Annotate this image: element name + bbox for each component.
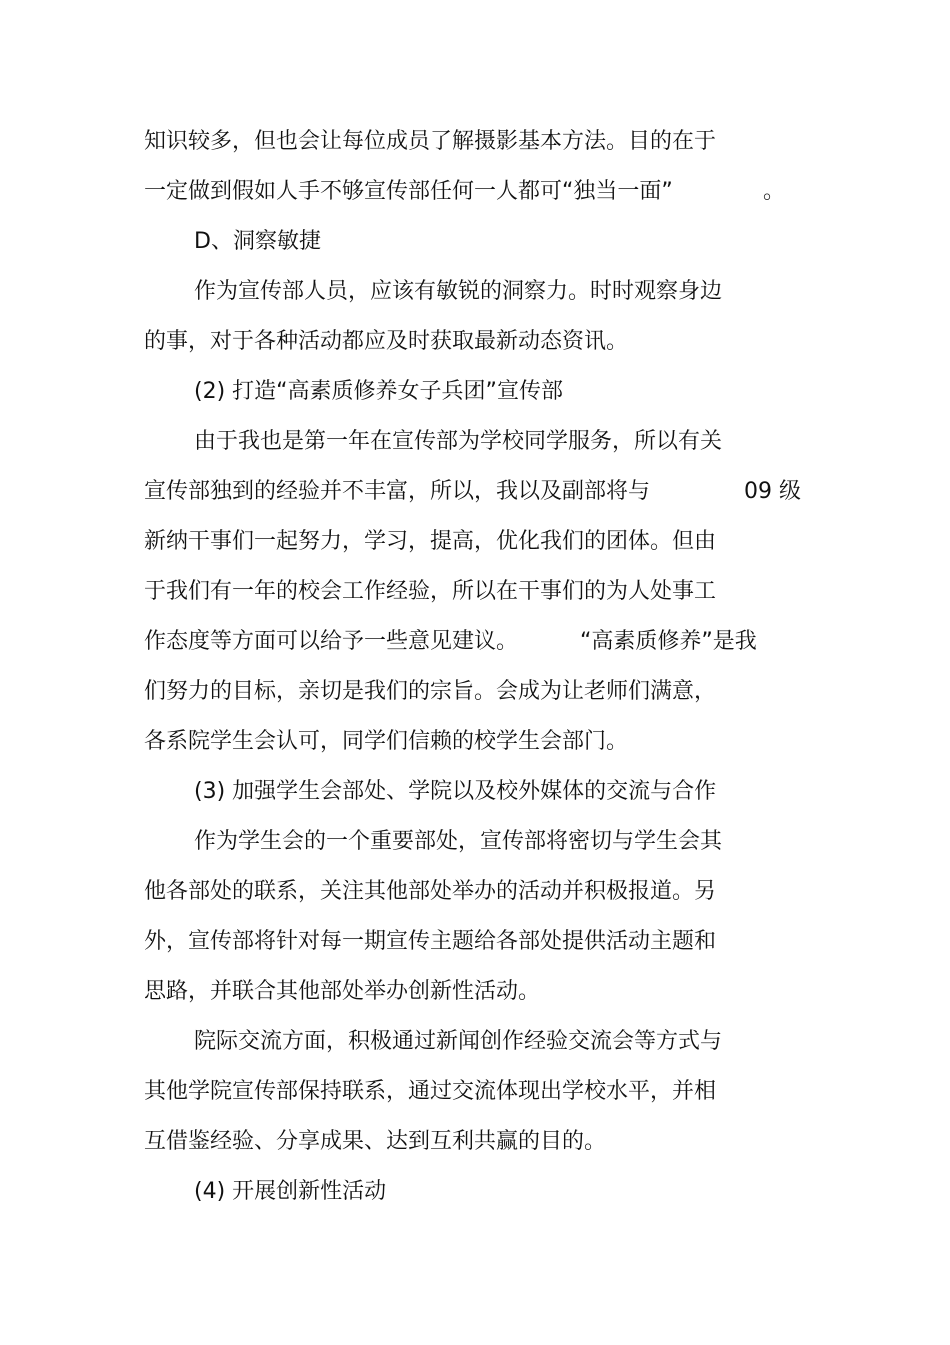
text-line	[0, 575, 950, 609]
text-segment: 们努力的目标，亲切是我们的宗旨。会成为让老师们满意，	[144, 679, 717, 704]
text-line	[0, 825, 950, 859]
text-segment: 各系院学生会认可，同学们信赖的校学生会部门。	[144, 729, 629, 754]
text-segment: 作态度等方面可以给予一些意见建议。	[144, 629, 519, 654]
text-line	[0, 425, 950, 459]
text-line	[0, 475, 950, 509]
text-line	[0, 125, 950, 159]
text-line	[0, 1175, 950, 1209]
text-line	[0, 525, 950, 559]
text-segment: 外，宣传部将针对每一期宣传主题给各部处提供活动主题和	[144, 929, 717, 954]
text-segment: 一定做到假如人手不够宣传部任何一人都可“独当一面”	[144, 179, 673, 204]
text-line	[0, 725, 950, 759]
text-line	[0, 175, 950, 209]
text-segment: 他各部处的联系，关注其他部处举办的活动并积极报道。另	[144, 879, 717, 904]
text-line	[0, 1125, 950, 1159]
text-segment: 院际交流方面，积极通过新闻创作经验交流会等方式与	[194, 1029, 723, 1054]
text-line	[0, 775, 950, 809]
text-line	[0, 875, 950, 909]
text-line	[0, 325, 950, 359]
text-segment: 作为学生会的一个重要部处，宣传部将密切与学生会其	[194, 829, 723, 854]
text-segment: 知识较多，但也会让每位成员了解摄影基本方法。目的在于	[144, 129, 717, 154]
text-segment: 思路，并联合其他部处举办创新性活动。	[144, 979, 541, 1004]
text-segment: 新纳干事们一起努力，学习，提高，优化我们的团体。但由	[144, 529, 717, 554]
text-segment: 其他学院宣传部保持联系，通过交流体现出学校水平，并相	[144, 1079, 717, 1104]
text-segment: 09 级	[744, 479, 801, 504]
text-line	[0, 1025, 950, 1059]
text-segment: 。	[763, 179, 786, 204]
text-line	[0, 225, 950, 259]
text-line	[0, 625, 950, 659]
text-line	[0, 1075, 950, 1109]
text-line	[0, 275, 950, 309]
text-segment: 于我们有一年的校会工作经验，所以在干事们的为人处事工	[144, 579, 717, 604]
text-segment: 的事，对于各种活动都应及时获取最新动态资讯。	[144, 329, 629, 354]
text-line	[0, 925, 950, 959]
text-segment: 作为宣传部人员，应该有敏锐的洞察力。时时观察身边	[194, 279, 723, 304]
text-segment: 由于我也是第一年在宣传部为学校同学服务，所以有关	[194, 429, 723, 454]
text-line	[0, 675, 950, 709]
text-segment: 宣传部独到的经验并不丰富，所以，我以及副部将与	[144, 479, 651, 504]
text-segment: (4) 开展创新性活动	[194, 1179, 387, 1204]
text-segment: “高素质修养”是我	[580, 629, 757, 654]
text-segment: D、洞察敏捷	[194, 229, 321, 254]
text-segment: (2) 打造“高素质修养女子兵团”宣传部	[194, 379, 563, 404]
text-line	[0, 975, 950, 1009]
text-segment: 互借鉴经验、分享成果、达到互利共赢的目的。	[144, 1129, 607, 1154]
text-line	[0, 375, 950, 409]
text-segment: (3) 加强学生会部处、学院以及校外媒体的交流与合作	[194, 779, 717, 804]
